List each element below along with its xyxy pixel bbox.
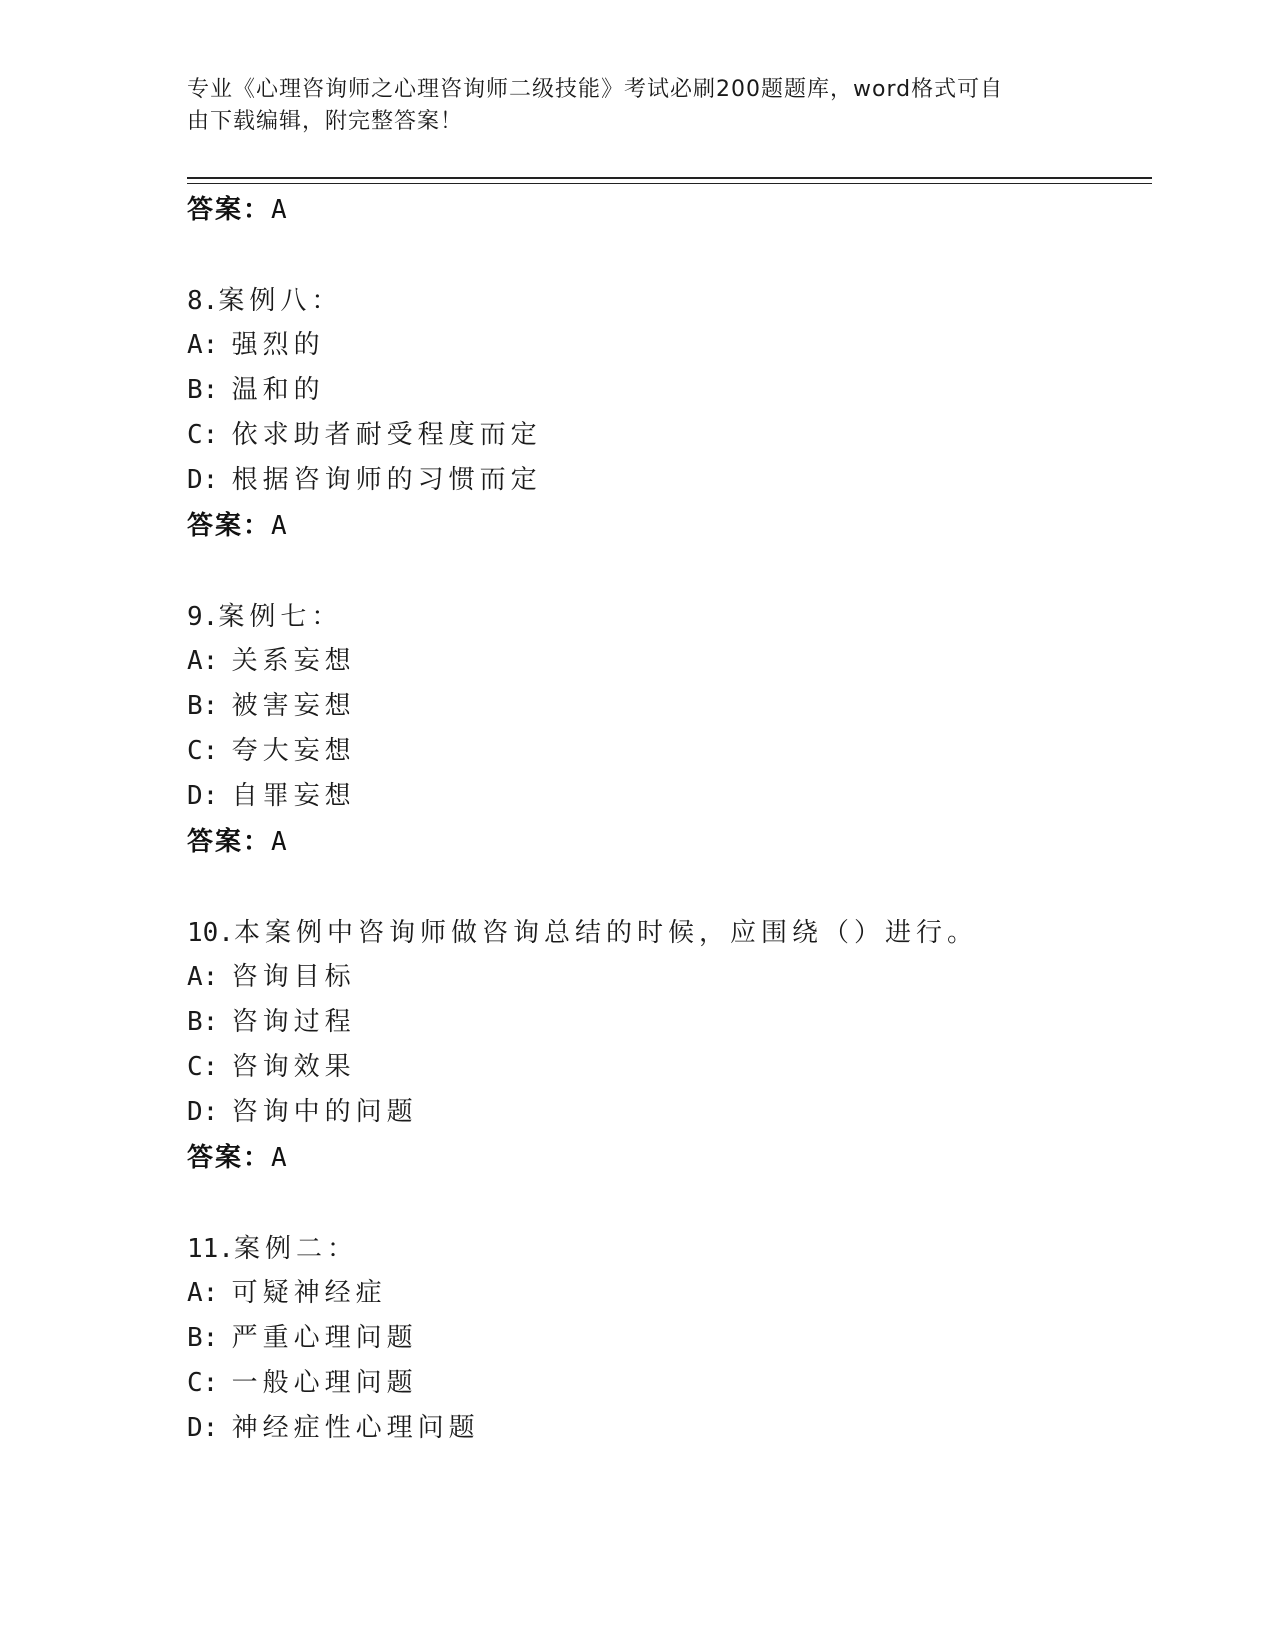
option [187, 1321, 418, 1355]
option [187, 644, 356, 678]
answer-value: A [271, 1143, 289, 1173]
option-key: B: [187, 691, 219, 721]
option-text: 神经症性心理问题 [231, 1413, 480, 1443]
answer-value: A [271, 511, 289, 541]
option [187, 463, 542, 497]
option-text: 依求助者耐受程度而定 [231, 420, 542, 450]
header-rule-thick [187, 177, 1152, 179]
option-key: C: [187, 736, 219, 766]
option-key: D: [187, 1097, 219, 1127]
option-key: A: [187, 646, 219, 676]
question-title [187, 1232, 358, 1266]
question-number: 11. [187, 1234, 234, 1264]
answer-line [187, 509, 289, 543]
question-title [187, 600, 342, 634]
option-text: 强烈的 [231, 330, 325, 360]
option [187, 779, 356, 813]
option-key: C: [187, 420, 219, 450]
option [187, 328, 325, 362]
header-line-1: 专业《心理咨询师之心理咨询师二级技能》考试必刷200题题库，word格式可自 [187, 77, 1004, 102]
question-title [187, 916, 978, 950]
answer-label: 答案： [187, 1143, 272, 1173]
option-key: D: [187, 781, 219, 811]
question-text: 本案例中咨询师做咨询总结的时候，应围绕（）进行。 [233, 918, 978, 948]
option [187, 373, 325, 407]
option-key: B: [187, 375, 219, 405]
answer-label: 答案： [187, 195, 272, 225]
option-text: 咨询中的问题 [231, 1097, 418, 1127]
option-key: A: [187, 962, 219, 992]
option-text: 温和的 [231, 375, 325, 405]
question-number: 8. [187, 286, 219, 316]
option [187, 1366, 418, 1400]
answer-line [187, 1141, 289, 1175]
option [187, 418, 542, 452]
option-key: C: [187, 1368, 219, 1398]
option-text: 咨询目标 [231, 962, 356, 992]
option-key: B: [187, 1323, 219, 1353]
question-title [187, 284, 342, 318]
option-key: B: [187, 1007, 219, 1037]
answer-value: A [271, 827, 289, 857]
option-text: 可疑神经症 [231, 1278, 387, 1308]
document-header [187, 74, 1067, 138]
option-text: 被害妄想 [231, 691, 356, 721]
option-key: D: [187, 465, 219, 495]
option [187, 1050, 356, 1084]
question-text: 案例八： [218, 286, 343, 316]
option-text: 夸大妄想 [231, 736, 356, 766]
option-text: 咨询效果 [231, 1052, 356, 1082]
question-number: 10. [187, 918, 234, 948]
header-line-2: 由下载编辑，附完整答案！ [187, 109, 464, 134]
answer-label: 答案： [187, 827, 272, 857]
option-text: 关系妄想 [231, 646, 356, 676]
option-text: 自罪妄想 [231, 781, 356, 811]
option [187, 960, 356, 994]
option-text: 严重心理问题 [231, 1323, 418, 1353]
option-key: D: [187, 1413, 219, 1443]
option-text: 咨询过程 [231, 1007, 356, 1037]
option [187, 1005, 356, 1039]
question-number: 9. [187, 602, 219, 632]
option [187, 1276, 387, 1310]
option-key: A: [187, 330, 219, 360]
option-key: A: [187, 1278, 219, 1308]
option [187, 689, 356, 723]
answer-label: 答案： [187, 511, 272, 541]
option-text: 一般心理问题 [231, 1368, 418, 1398]
option [187, 1411, 480, 1445]
option [187, 1095, 418, 1129]
option [187, 734, 356, 768]
option-text: 根据咨询师的习惯而定 [231, 465, 542, 495]
question-text: 案例二： [233, 1234, 358, 1264]
answer-value: A [271, 195, 289, 225]
option-key: C: [187, 1052, 219, 1082]
answer-line [187, 193, 289, 227]
answer-line [187, 825, 289, 859]
header-rule-thin [187, 183, 1152, 184]
question-text: 案例七： [218, 602, 343, 632]
